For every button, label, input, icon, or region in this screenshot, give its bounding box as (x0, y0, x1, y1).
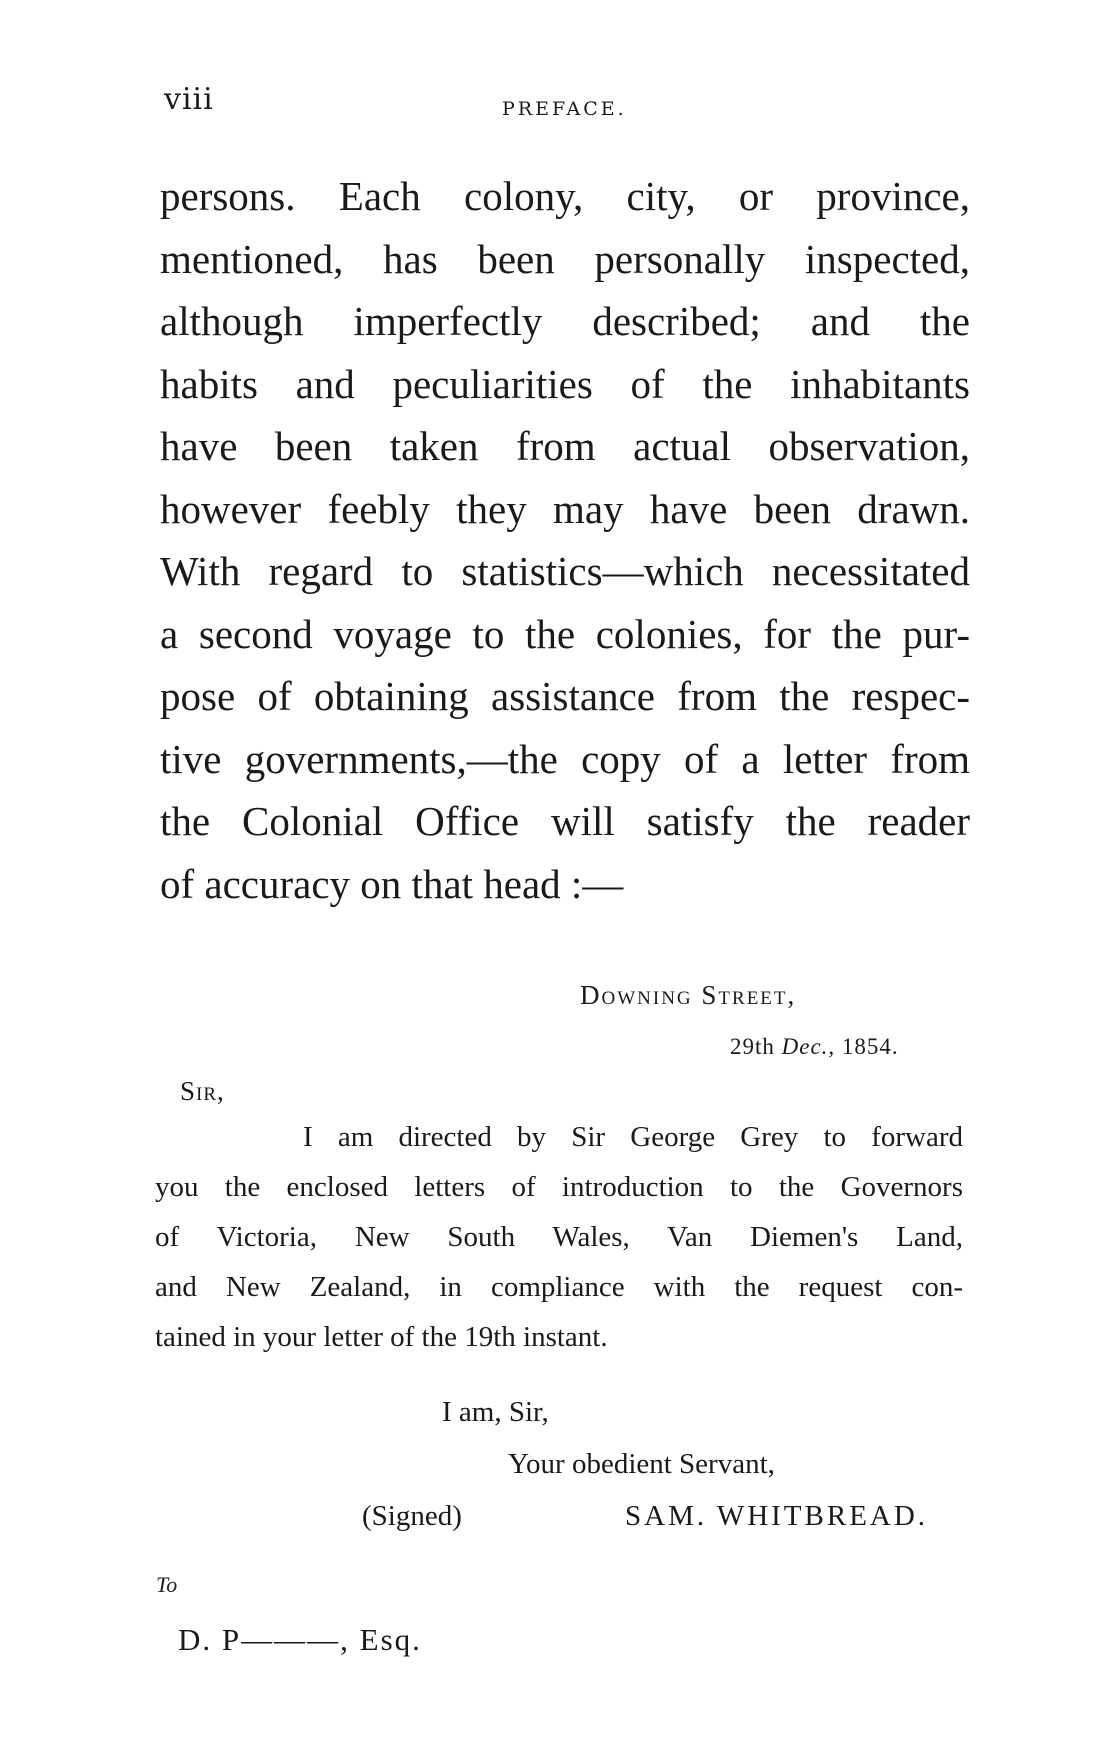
body-line: although imperfectly described; and the (160, 298, 970, 344)
body-line: of accuracy on that head :— (160, 860, 624, 907)
addressee-to-label: To (156, 1572, 178, 1597)
signer-name: SAM. WHITBREAD. (625, 1500, 929, 1532)
signed-label: (Signed) (362, 1500, 462, 1532)
letter-closing: I am, Sir, (442, 1396, 549, 1428)
preface-body (160, 165, 970, 915)
letter-line: of Victoria, New South Wales, Van Diemen's Land, (155, 1221, 963, 1253)
body-line: have been taken from actual observation, (160, 423, 970, 469)
letter-date-year: 1854. (841, 1034, 899, 1059)
letter-address: Downing Street, (580, 980, 797, 1010)
letter-line: tained in your letter of the 19th instant. (155, 1321, 608, 1353)
body-line: persons. Each colony, city, or province, (160, 173, 970, 219)
body-line: however feebly they may have been drawn. (160, 485, 970, 532)
page-number: viii (164, 82, 214, 117)
body-line: tive governments,—the copy of a letter from (160, 735, 970, 782)
body-line: habits and peculiarities of the inhabitants (160, 360, 970, 407)
body-line: mentioned, has been personally inspected, (160, 235, 970, 282)
running-head: PREFACE. (502, 98, 627, 120)
letter-line: and New Zealand, in compliance with the request con- (155, 1271, 963, 1303)
letter-date (730, 1034, 899, 1060)
letter-line: I am directed by Sir George Grey to forward (303, 1121, 963, 1153)
addressee-name: D. P———, Esq. (178, 1622, 422, 1657)
letter-date-day: 29th (730, 1034, 775, 1059)
letter-closing-servant: Your obedient Servant, (508, 1448, 775, 1480)
body-line: pose of obtaining assistance from the respec- (160, 673, 970, 719)
body-line: a second voyage to the colonies, for the pur- (160, 610, 970, 657)
body-line: the Colonial Office will satisfy the reader (160, 798, 970, 844)
body-line: With regard to statistics—which necessitated (160, 548, 970, 594)
letter-salutation: Sir, (180, 1076, 225, 1106)
letter-date-month: Dec., (781, 1034, 836, 1059)
letter-body (155, 1112, 963, 1362)
letter-line: you the enclosed letters of introduction to the Governors (155, 1171, 963, 1203)
